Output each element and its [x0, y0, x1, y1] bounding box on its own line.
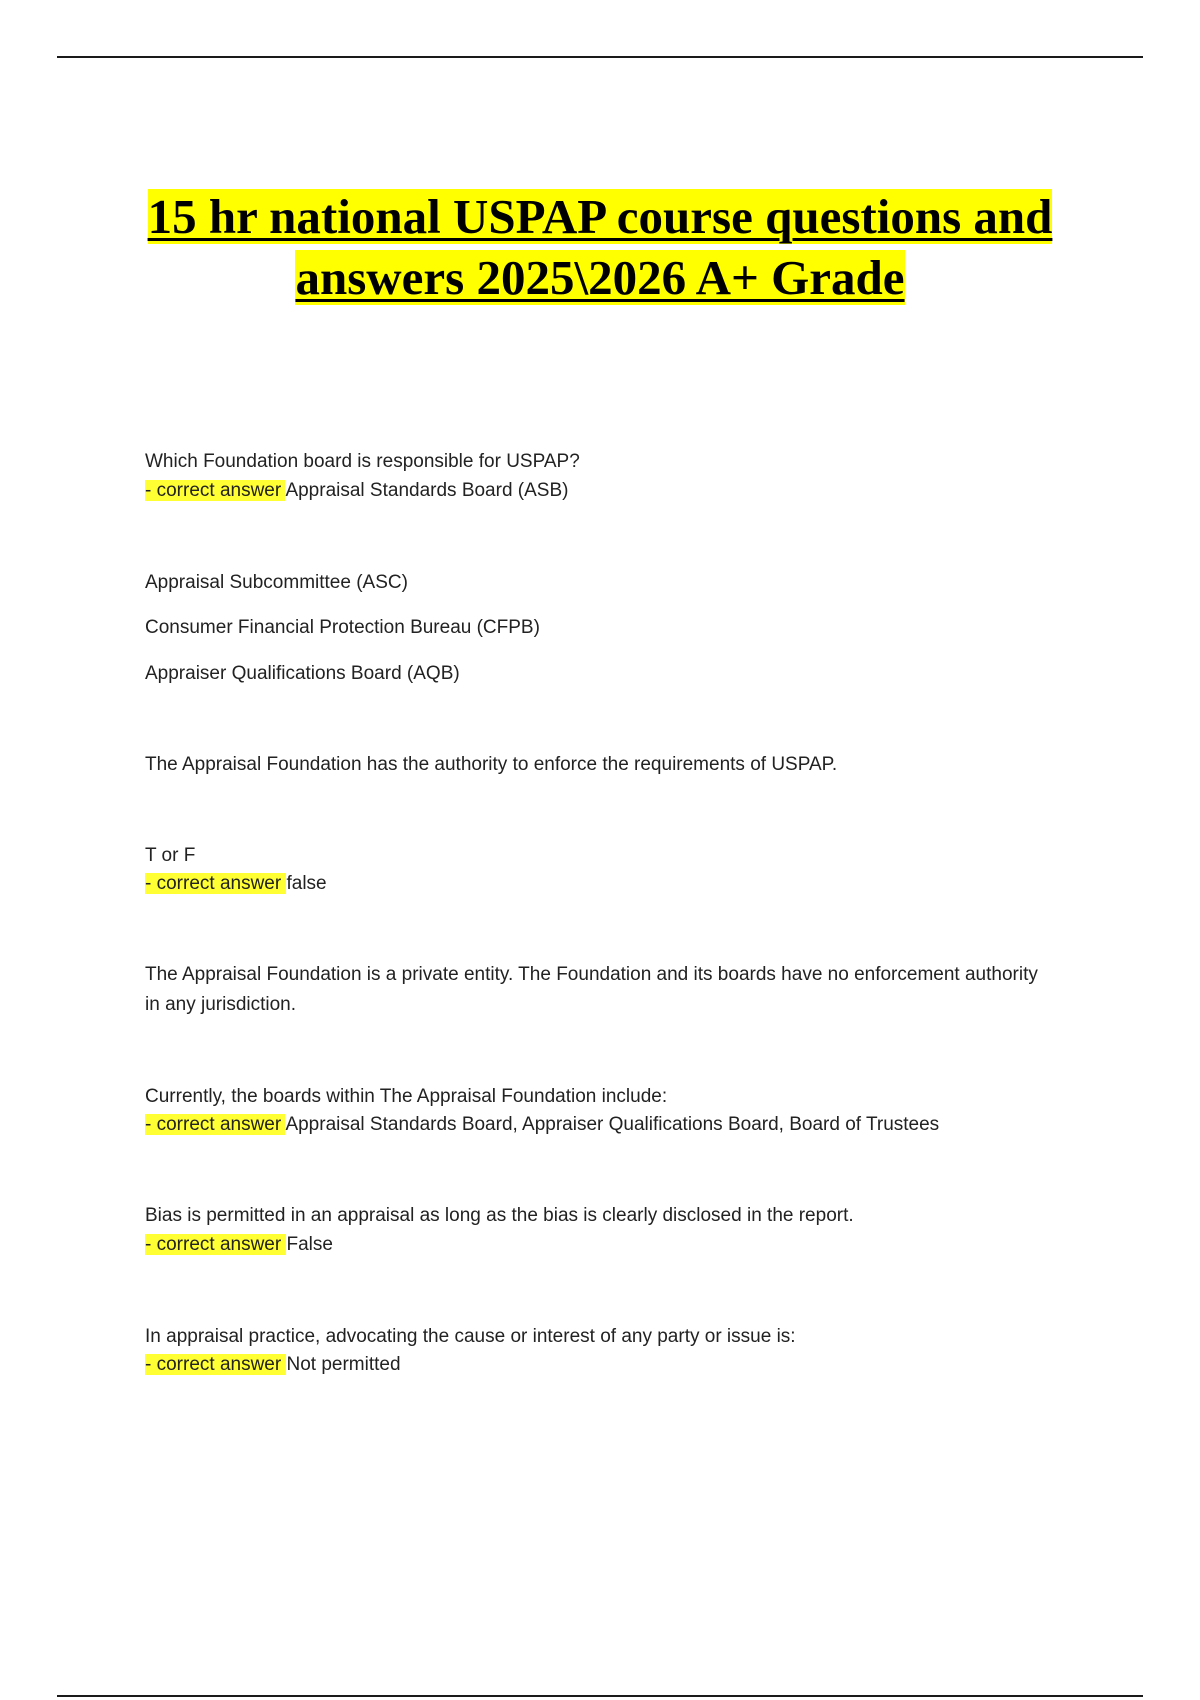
question-text: The Appraisal Foundation has the authority to enforce the requirements of USPAP. — [145, 754, 838, 775]
answer-line — [145, 479, 568, 503]
question-text: In appraisal practice, advocating the cause or interest of any party or issue is: — [145, 1326, 796, 1347]
question-text: Bias is permitted in an appraisal as long as the bias is clearly disclosed in the report. — [145, 1205, 854, 1226]
question-text: T or F — [145, 845, 196, 866]
explanation-paragraph: The Appraisal Foundation is a private entity. The Foundation and its boards have no enforcement authority in any jurisdiction. — [145, 964, 1038, 1015]
correct-answer-label: - correct answer — [145, 1234, 287, 1255]
answer-text: False — [286, 1234, 333, 1255]
answer-line — [145, 1113, 939, 1137]
title-line-2: answers 2025\2026 A+ Grade — [295, 250, 905, 305]
answer-line — [145, 1233, 333, 1257]
answer-text: Appraisal Standards Board, Appraiser Qualifications Board, Board of Trustees — [285, 1114, 940, 1135]
answer-text: Not permitted — [286, 1354, 401, 1375]
option-text: Appraisal Subcommittee (ASC) — [145, 572, 408, 593]
bottom-rule — [57, 1695, 1143, 1697]
answer-line — [145, 1353, 401, 1377]
title-line-1: 15 hr national USPAP course questions and — [147, 189, 1053, 244]
correct-answer-label: - correct answer — [145, 1354, 287, 1375]
answer-text: false — [286, 873, 327, 894]
correct-answer-label: - correct answer — [145, 1114, 286, 1135]
top-rule — [57, 56, 1143, 58]
option-text: Consumer Financial Protection Bureau (CFPB) — [145, 617, 540, 638]
answer-line — [145, 872, 327, 896]
document-title — [100, 186, 1100, 308]
answer-text: Appraisal Standards Board (ASB) — [285, 480, 569, 501]
correct-answer-label: - correct answer — [145, 480, 286, 501]
correct-answer-label: - correct answer — [145, 873, 287, 894]
question-text: Which Foundation board is responsible for USPAP? — [145, 451, 580, 472]
option-text: Appraiser Qualifications Board (AQB) — [145, 663, 460, 684]
question-text: Currently, the boards within The Appraisal Foundation include: — [145, 1086, 668, 1107]
